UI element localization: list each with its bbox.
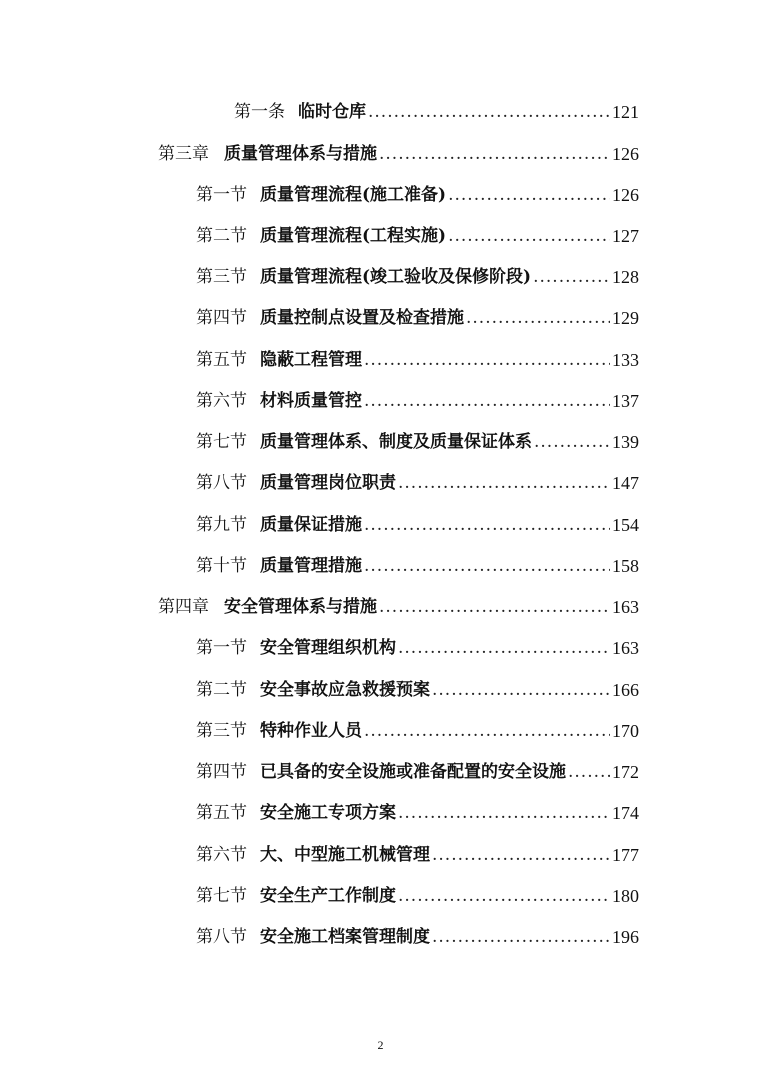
toc-entry[interactable]: [196, 468, 639, 494]
toc-entry[interactable]: [196, 881, 639, 907]
toc-entry-page: 177: [612, 845, 639, 865]
toc-dot-leader: [448, 225, 610, 247]
toc-entry-page: 121: [612, 102, 639, 122]
toc-entry-number: 第八节: [196, 927, 247, 947]
toc-entry-title: 隐蔽工程管理: [260, 350, 362, 370]
toc-entry-number: 第一节: [196, 638, 247, 658]
toc-dot-leader: [432, 844, 610, 866]
toc-entry-page: 170: [612, 721, 639, 741]
toc-dot-leader: [364, 555, 610, 577]
toc-dot-leader: [398, 472, 610, 494]
toc-dot-leader: [364, 349, 610, 371]
toc-entry-title: 安全施工档案管理制度: [260, 927, 430, 947]
toc-entry[interactable]: [196, 757, 639, 783]
toc-entry-page: 174: [612, 803, 639, 823]
toc-entry-number: 第一节: [196, 185, 247, 205]
toc-entry[interactable]: [158, 139, 639, 165]
toc-entry[interactable]: [196, 922, 639, 948]
toc-entry-title: 质量管理岗位职责: [260, 473, 396, 493]
toc-entry[interactable]: [196, 221, 639, 247]
toc-entry-page: 128: [612, 267, 639, 287]
toc-entry-page: 126: [612, 144, 639, 164]
toc-dot-leader: [379, 596, 610, 618]
toc-dot-leader: [534, 431, 610, 453]
toc-entry-title: 安全生产工作制度: [260, 886, 396, 906]
toc-entry-page: 133: [612, 350, 639, 370]
toc-entry-page: 163: [612, 597, 639, 617]
toc-entry-title: 质量管理体系与措施: [224, 144, 377, 164]
toc-dot-leader: [379, 143, 610, 165]
toc-entry[interactable]: [196, 510, 639, 536]
toc-dot-leader: [398, 885, 610, 907]
toc-entry-title: 质量管理流程(施工准备): [260, 185, 447, 205]
toc-entry-number: 第四节: [196, 308, 247, 328]
toc-entry-title: 已具备的安全设施或准备配置的安全设施: [260, 762, 566, 782]
page-number-footer: 2: [377, 1038, 384, 1052]
toc-dot-leader: [533, 266, 610, 288]
toc-entry-number: 第三节: [196, 721, 247, 741]
toc-entry-number: 第三节: [196, 267, 247, 287]
toc-entry[interactable]: [158, 592, 639, 618]
toc-entry-number: 第八节: [196, 473, 247, 493]
toc-entry-title: 质量管理措施: [260, 556, 362, 576]
toc-entry-number: 第七节: [196, 886, 247, 906]
toc-entry-number: 第二节: [196, 680, 247, 700]
toc-entry-number: 第一条: [234, 102, 285, 122]
toc-dot-leader: [364, 720, 610, 742]
toc-entry[interactable]: [196, 840, 639, 866]
toc-entry[interactable]: [234, 97, 639, 123]
toc-entry[interactable]: [196, 386, 639, 412]
toc-entry-title: 质量保证措施: [260, 515, 362, 535]
toc-entry[interactable]: [196, 551, 639, 577]
toc-dot-leader: [364, 514, 610, 536]
toc-entry-page: 180: [612, 886, 639, 906]
toc-entry-number: 第九节: [196, 515, 247, 535]
toc-entry-number: 第四节: [196, 762, 247, 782]
toc-entry-title: 安全管理组织机构: [260, 638, 396, 658]
toc-entry-page: 196: [612, 927, 639, 947]
toc-entry[interactable]: [196, 180, 639, 206]
toc-entry-number: 第五节: [196, 350, 247, 370]
toc-dot-leader: [398, 802, 610, 824]
toc-dot-leader: [432, 926, 610, 948]
toc-entry-page: 154: [612, 515, 639, 535]
toc-entry-title: 质量管理流程(工程实施): [260, 226, 447, 246]
toc-entry-number: 第三章: [158, 144, 209, 164]
toc-dot-leader: [364, 390, 610, 412]
toc-entry-number: 第十节: [196, 556, 247, 576]
toc-entry[interactable]: [196, 716, 639, 742]
toc-entry-title: 质量管理体系、制度及质量保证体系: [260, 432, 532, 452]
toc-entry-title: 大、中型施工机械管理: [260, 845, 430, 865]
toc-entry-page: 126: [612, 185, 639, 205]
toc-entry-page: 139: [612, 432, 639, 452]
toc-entry-page: 127: [612, 226, 639, 246]
toc-entry[interactable]: [196, 345, 639, 371]
toc-entry-page: 158: [612, 556, 639, 576]
toc-dot-leader: [432, 679, 610, 701]
toc-entry[interactable]: [196, 798, 639, 824]
toc-entry[interactable]: [196, 675, 639, 701]
toc-entry[interactable]: [196, 262, 639, 288]
toc-entry-title: 质量控制点设置及检查措施: [260, 308, 464, 328]
toc-entry-number: 第六节: [196, 845, 247, 865]
toc-entry-title: 安全事故应急救援预案: [260, 680, 430, 700]
toc-entry[interactable]: [196, 303, 639, 329]
toc-entry-number: 第五节: [196, 803, 247, 823]
toc-dot-leader: [368, 101, 610, 123]
toc-entry-title: 材料质量管控: [260, 391, 362, 411]
toc-entry[interactable]: [196, 427, 639, 453]
toc-entry-page: 129: [612, 308, 639, 328]
toc-dot-leader: [398, 637, 610, 659]
toc-entry-title: 安全施工专项方案: [260, 803, 396, 823]
toc-entry-page: 172: [612, 762, 639, 782]
toc-entry-title: 临时仓库: [298, 102, 366, 122]
toc-entry-number: 第四章: [158, 597, 209, 617]
toc-entry-page: 163: [612, 638, 639, 658]
toc-entry-title: 安全管理体系与措施: [224, 597, 377, 617]
toc-dot-leader: [448, 184, 610, 206]
toc-dot-leader: [568, 761, 610, 783]
toc-entry-page: 147: [612, 473, 639, 493]
toc-entry-title: 质量管理流程(竣工验收及保修阶段): [260, 267, 532, 287]
toc-entry-number: 第二节: [196, 226, 247, 246]
toc-entry-page: 166: [612, 680, 639, 700]
toc-entry-page: 137: [612, 391, 639, 411]
toc-entry-title: 特种作业人员: [260, 721, 362, 741]
toc-entry-number: 第六节: [196, 391, 247, 411]
toc-dot-leader: [466, 307, 610, 329]
toc-entry-number: 第七节: [196, 432, 247, 452]
toc-entry[interactable]: [196, 633, 639, 659]
